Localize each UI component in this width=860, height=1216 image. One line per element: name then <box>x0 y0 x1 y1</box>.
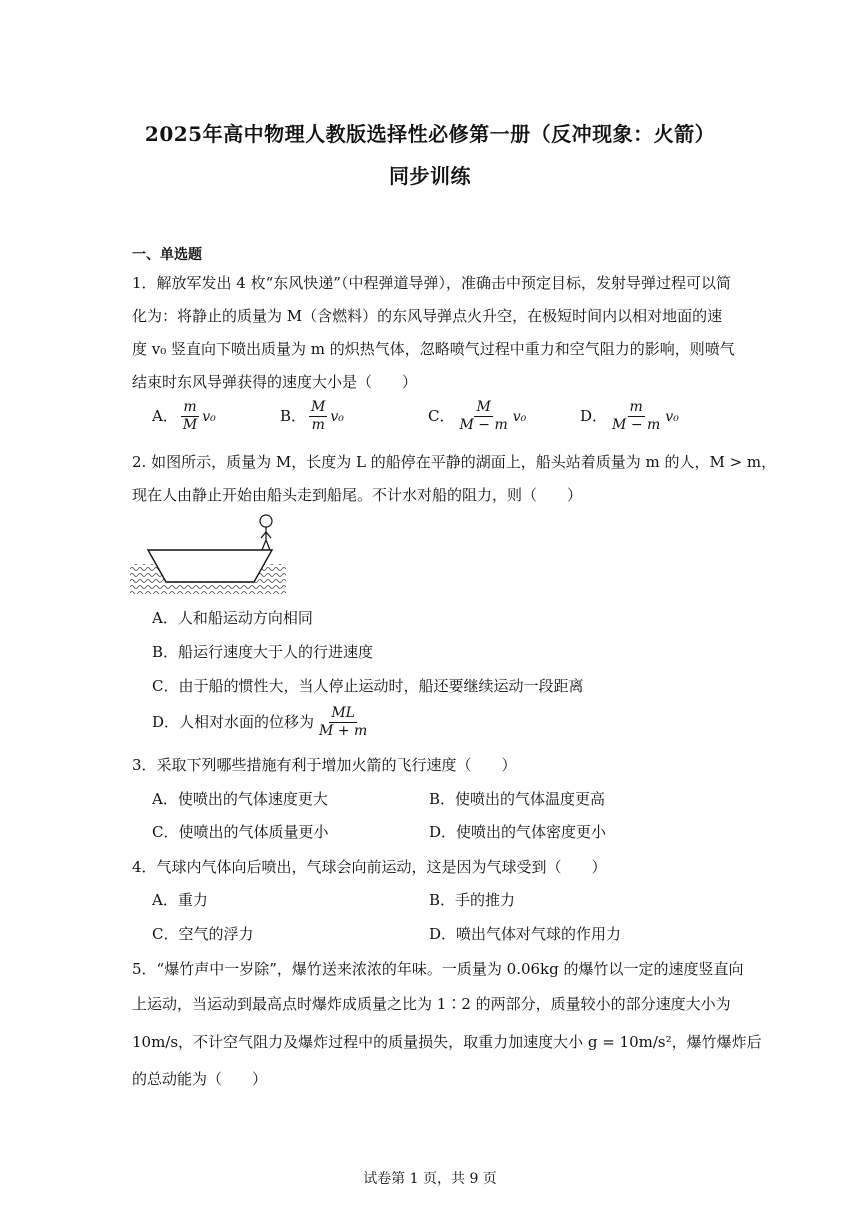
q2-option-c: C．由于船的惯性大，当人停止运动时，船还要继续运动一段距离 <box>152 677 584 695</box>
q1-option-b: B． $\frac{M}{m}$ v₀ <box>280 399 344 434</box>
q4-option-a: A．重力 <box>152 891 208 909</box>
q5-stem-line: 5．“爆竹声中一岁除”，爆竹送来浓浓的年味。一质量为 0.06kg 的爆竹以一定的速度竖直向 <box>132 960 744 978</box>
page-footer: 试卷第 1 页，共 9 页 <box>363 1171 497 1187</box>
q4-option-c: C．空气的浮力 <box>152 925 254 943</box>
q5-stem-line: 上运动，当运动到最高点时爆炸成质量之比为 1∶2 的两部分，质量较小的部分速度大小为 <box>132 995 731 1013</box>
q5-stem-line: 10m/s，不计空气阻力及爆炸过程中的质量损失，取重力加速度大小 g = 10m/s²，爆竹爆炸后 <box>132 1033 762 1051</box>
q2-stem-line: 2. 如图所示，质量为 M，长度为 L 的船停在平静的湖面上，船头站着质量为 m 的人，M > m， <box>132 453 777 471</box>
q2-option-b: B．船运行速度大于人的行进速度 <box>152 643 374 661</box>
q2-stem-line: 现在人由静止开始由船头走到船尾。不计水对船的阻力，则（ ） <box>132 486 583 504</box>
person-icon <box>260 515 272 550</box>
document-subtitle: 同步训练 <box>389 164 471 188</box>
q1-option-c: C． $\frac{M}{M - m}$ v₀ <box>428 399 527 434</box>
q1-stem-line: 结束时东风导弹获得的速度大小是（ ） <box>132 373 418 391</box>
q1-stem-line: 度 v₀ 竖直向下喷出质量为 m 的炽热气体，忽略喷气过程中重力和空气阻力的影响，则喷气 <box>132 340 735 358</box>
q1-option-d: D． $\frac{m}{M - m}$ v₀ <box>580 399 679 434</box>
q2-option-a: A．人和船运动方向相同 <box>152 609 313 627</box>
boat-figure <box>130 512 290 596</box>
q5-stem-line: 的总动能为（ ） <box>132 1070 268 1088</box>
q1-stem-line: 1．解放军发出 4 枚“东风快递”（中程弹道导弹），准确击中预定目标，发射导弹过程可以简 <box>132 274 731 292</box>
document-title: 2025年高中物理人教版选择性必修第一册（反冲现象：火箭） <box>144 122 716 146</box>
q3-option-a: A．使喷出的气体速度更大 <box>152 790 328 808</box>
q3-option-b: B．使喷出的气体温度更高 <box>429 790 606 808</box>
q4-option-d: D．喷出气体对气球的作用力 <box>429 925 622 943</box>
q3-option-d: D．使喷出的气体密度更小 <box>429 823 607 841</box>
q4-option-b: B．手的推力 <box>429 891 516 909</box>
q4-stem: 4．气球内气体向后喷出，气球会向前运动，这是因为气球受到（ ） <box>132 858 607 876</box>
q2-option-d: D．人相对水面的位移为 $\frac{ML}{M + m}$ <box>152 705 368 740</box>
section-heading: 一、单选题 <box>132 247 202 263</box>
boat-hull <box>148 550 272 582</box>
q3-stem: 3．采取下列哪些措施有利于增加火箭的飞行速度（ ） <box>132 756 517 774</box>
q1-option-a: A． $\frac{m}{M}$ v₀ <box>152 399 216 434</box>
q1-stem-line: 化为：将静止的质量为 M（含燃料）的东风导弹点火升空，在极短时间内以相对地面的速 <box>132 307 723 325</box>
q3-option-c: C．使喷出的气体质量更小 <box>152 823 329 841</box>
